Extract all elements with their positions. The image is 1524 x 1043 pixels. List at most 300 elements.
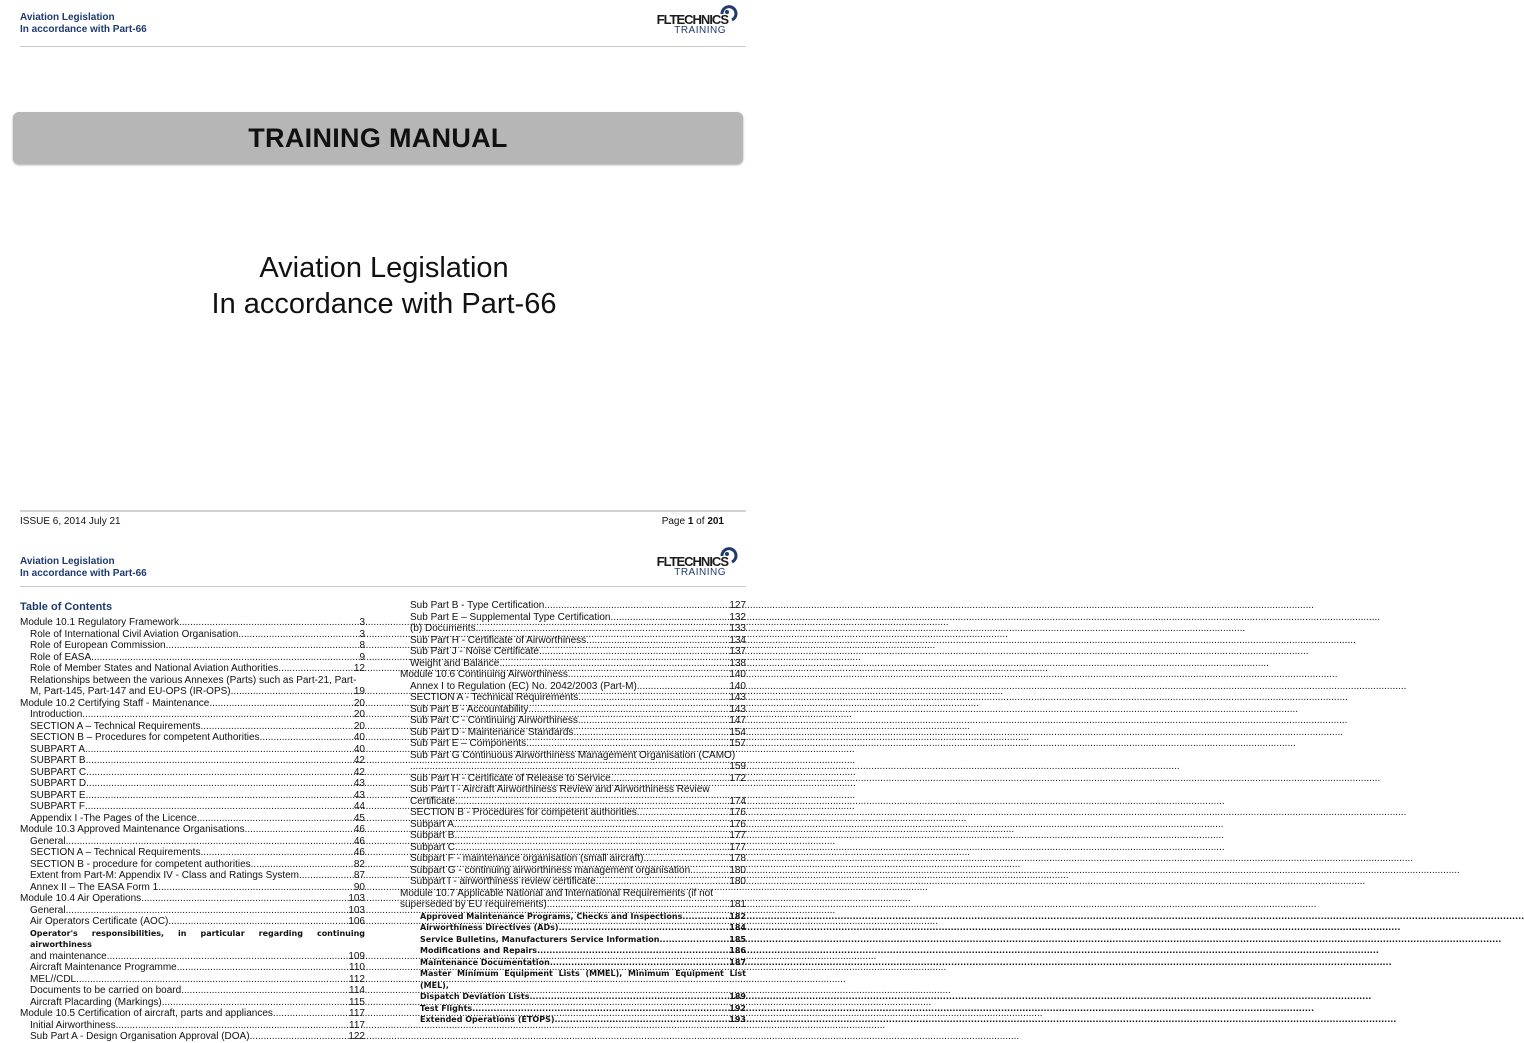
- toc-entry-page: 137: [729, 646, 746, 657]
- toc-leader-dots: [596, 876, 730, 888]
- header-divider: [20, 586, 746, 587]
- toc-entry-title: Sub Part A - Design Organisation Approval (DOA): [30, 1031, 250, 1042]
- toc-entry-title: Documents to be carried on board: [30, 985, 182, 996]
- toc-entry[interactable]: [20, 847, 365, 859]
- toc-entry[interactable]: [400, 784, 746, 796]
- toc-entry[interactable]: [400, 899, 746, 911]
- toc-entry[interactable]: [20, 629, 365, 641]
- toc-entry-title: MEL//CDL: [30, 973, 77, 985]
- toc-leader-dots: [86, 790, 354, 802]
- toc-entry-page: 109: [348, 950, 365, 962]
- toc-entry[interactable]: [20, 732, 365, 744]
- toc-entry[interactable]: [400, 1014, 746, 1026]
- toc-entry[interactable]: [20, 767, 365, 779]
- toc-entry[interactable]: [20, 652, 365, 664]
- toc-leader-dots: [166, 640, 360, 652]
- toc-leader-dots: [455, 842, 729, 854]
- toc-leader-dots: [659, 934, 729, 946]
- toc-leader-dots: [299, 870, 354, 882]
- toc-leader-dots: [158, 882, 354, 894]
- toc-entry-title: SUBPART B: [30, 755, 86, 766]
- toc-leader-dots: [238, 629, 359, 641]
- toc-entry-page: 3: [359, 628, 365, 640]
- toc-entry[interactable]: [20, 640, 365, 652]
- toc-leader-dots: [250, 1031, 349, 1043]
- toc-entry-title: SECTION B - Procedures for competent authorities: [410, 807, 637, 818]
- toc-entry[interactable]: [400, 945, 746, 957]
- toc-entry-page: 140: [729, 680, 746, 692]
- toc-entry-page: 12: [353, 663, 365, 674]
- toc-entry-title: SECTION B – Procedures for competent Authorities: [30, 732, 260, 743]
- toc-entry-title: Subpart G - continuing airworthiness management organisation: [410, 864, 691, 876]
- toc-entry[interactable]: [400, 623, 746, 635]
- toc-entry[interactable]: [400, 692, 746, 704]
- toc-leader-dots: [200, 847, 353, 859]
- toc-entry-title: Sub Part D - Maintenance Standards: [410, 726, 574, 738]
- toc-entry-title: Subpart B: [410, 830, 455, 841]
- toc-leader-dots: [85, 801, 354, 813]
- toc-entry-page: 159: [729, 761, 746, 772]
- toc-entry-title: SECTION A - Technical Requirements: [410, 692, 579, 703]
- toc-leader-dots: [611, 773, 730, 785]
- toc-entry-page: 45: [353, 812, 365, 824]
- toc-entry[interactable]: [400, 934, 746, 946]
- toc-entry-page: 187: [729, 957, 746, 967]
- toc-entry-page: 20: [353, 720, 365, 732]
- header-title: Aviation Legislation: [20, 12, 115, 23]
- toc-entry[interactable]: [400, 865, 746, 877]
- toc-entry-page: 103: [348, 904, 365, 916]
- toc-entry-page: 133: [729, 623, 746, 634]
- toc-leader-dots: [555, 1014, 730, 1026]
- toc-leader-dots: [410, 761, 729, 773]
- running-header: [20, 12, 147, 36]
- toc-entry-page: 112: [349, 973, 365, 985]
- fltechnics-logo: [648, 546, 738, 582]
- toc-entry-page: 143: [729, 703, 746, 715]
- toc-leader-dots: [162, 997, 349, 1009]
- toc-leader-dots: [455, 796, 729, 808]
- toc-entry-page: 177: [729, 841, 746, 853]
- toc-leader-dots: [251, 859, 354, 871]
- toc-leader-dots: [233, 686, 353, 698]
- toc-entry[interactable]: [20, 985, 365, 997]
- toc-entry[interactable]: [20, 905, 365, 917]
- toc-entry-title: SECTION A – Technical Requirements: [30, 720, 201, 732]
- toc-entry-page: 82: [353, 858, 365, 870]
- toc-entry-title: Sub Part B - Type Certification: [410, 600, 545, 611]
- toc-entry-page: 103: [348, 893, 365, 904]
- toc-entry[interactable]: [400, 761, 746, 773]
- toc-leader-dots: [260, 732, 354, 744]
- training-manual-banner: [13, 112, 743, 164]
- toc-leader-dots: [529, 991, 729, 1003]
- toc-entry-title: Role of Member States and National Aviation Authorities: [30, 663, 279, 674]
- toc-entry-title: Sub Part H - Certificate of Airworthiness: [410, 634, 587, 646]
- toc-entry-page: 3: [359, 617, 365, 628]
- toc-entry-title: Sub Part E – Supplemental Type Certification: [410, 611, 611, 623]
- toc-entry[interactable]: [400, 888, 746, 900]
- toc-leader-dots: [200, 721, 353, 733]
- toc-entry-page: 8: [359, 640, 365, 651]
- toc-leader-dots: [86, 778, 354, 790]
- toc-leader-dots: [181, 985, 349, 997]
- toc-entry[interactable]: [20, 813, 365, 825]
- toc-entry-title: Subpart A: [410, 818, 454, 830]
- toc-entry-page: 87: [353, 870, 365, 881]
- toc-leader-dots: [690, 865, 729, 877]
- page-number: [662, 516, 724, 527]
- toc-entry-title: Airworthiness Directives (ADs): [420, 923, 559, 932]
- toc-entry-page: 177: [729, 830, 746, 841]
- toc-entry[interactable]: [20, 836, 365, 848]
- toc-entry-page: 42: [353, 755, 365, 766]
- toc-leader-dots: [573, 727, 729, 739]
- page-total: 201: [707, 516, 724, 527]
- toc-leader-dots: [209, 698, 354, 710]
- toc-entry[interactable]: [400, 830, 746, 842]
- toc-entry-page: 189: [729, 992, 746, 1001]
- toc-entry[interactable]: [20, 928, 365, 951]
- toc-entry-title: Subpart C: [410, 841, 456, 853]
- toc-leader-dots: [141, 893, 348, 905]
- toc-entry-title: Modifications and Repairs: [420, 946, 538, 955]
- toc-entry[interactable]: [20, 1031, 365, 1043]
- logo-sub: TRAINING: [674, 25, 726, 36]
- toc-leader-dots: [476, 623, 730, 635]
- toc-entry-page: 90: [353, 881, 365, 893]
- toc-entry[interactable]: [400, 715, 746, 727]
- toc-entry[interactable]: [20, 1020, 365, 1032]
- toc-entry-title: Dispatch Deviation Lists: [420, 992, 530, 1001]
- toc-entry-page: 186: [729, 946, 746, 955]
- toc-entry-title: Module 10.1 Regulatory Framework: [20, 617, 179, 628]
- toc-leader-dots: [85, 744, 354, 756]
- toc-leader-dots: [66, 905, 349, 917]
- toc-entry-page: 176: [729, 818, 746, 830]
- toc-entry[interactable]: [20, 698, 365, 710]
- toc-entry[interactable]: [400, 704, 746, 716]
- toc-entry[interactable]: [400, 646, 746, 658]
- toc-leader-dots: [537, 945, 729, 957]
- toc-entry-page: 132: [729, 611, 746, 623]
- toc-entry-page: 46: [353, 824, 365, 835]
- toc-entry[interactable]: [400, 738, 746, 750]
- toc-entry-page: 147: [729, 715, 746, 726]
- fltechnics-logo: [648, 4, 738, 40]
- toc-entry-page: 172: [729, 772, 746, 784]
- toc-entry[interactable]: [20, 997, 365, 1009]
- toc-entry-title: Subpart I - airworthiness review certificate: [410, 876, 596, 887]
- toc-entry[interactable]: [400, 911, 746, 923]
- toc-entry[interactable]: [20, 686, 365, 698]
- page-current: 1: [687, 516, 694, 527]
- logo-sub: TRAINING: [674, 567, 726, 578]
- toc-leader-dots: [278, 663, 354, 675]
- toc-entry-title: Test Flights: [420, 1003, 473, 1013]
- toc-entry-page: 192: [729, 1003, 746, 1013]
- toc-leader-dots: [643, 853, 729, 865]
- toc-entry-title: Sub Part E – Components: [410, 738, 527, 749]
- toc-entry-title: General: [30, 904, 66, 916]
- toc-leader-dots: [454, 819, 729, 831]
- toc-entry-title: Appendix I -The Pages of the Licence: [30, 812, 197, 824]
- toc-entry-title: superseded by EU requirements): [400, 899, 547, 910]
- toc-entry-title: Annex I to Regulation (EC) No. 2042/2003 (Part-M): [410, 680, 637, 692]
- toc-entry[interactable]: [20, 755, 365, 767]
- toc-entry-page: 140: [729, 669, 746, 680]
- toc-entry[interactable]: [400, 1003, 746, 1015]
- document-title: [0, 250, 768, 322]
- toc-entry[interactable]: [400, 600, 746, 612]
- toc-entry-title: Sub Part B - Accountability: [410, 703, 529, 715]
- toc-entry[interactable]: [20, 951, 365, 963]
- toc-entry-page: 180: [729, 876, 746, 887]
- toc-entry-page: 42: [353, 766, 365, 778]
- toc-entry-title: Sub Part I - Aircraft Airworthiness Review and Airworthiness Review: [410, 784, 710, 795]
- toc-entry-title: Module 10.2 Certifying Staff - Maintenance: [20, 697, 210, 709]
- toc-entry-title: SECTION A – Technical Requirements: [30, 847, 201, 858]
- toc-entry-title: Sub Part C - Continuing Airworthiness: [410, 715, 578, 726]
- toc-entry[interactable]: [400, 968, 746, 991]
- running-header: [20, 556, 147, 580]
- toc-entry-page: 19: [353, 686, 365, 697]
- toc-entry[interactable]: [400, 796, 746, 808]
- toc-entry-title: Operator's responsibilities, in particular regarding continuing airworthiness: [30, 928, 365, 949]
- toc-entry-page: 20: [353, 709, 365, 720]
- toc-leader-dots: [107, 951, 349, 963]
- toc-entry-page: 110: [349, 962, 365, 973]
- toc-entry[interactable]: [400, 681, 746, 693]
- toc-entry-page: 184: [729, 923, 746, 932]
- toc-leader-dots: [454, 830, 729, 842]
- toc-leader-dots: [637, 807, 730, 819]
- toc-entry[interactable]: [400, 876, 746, 888]
- toc-entry-page: 115: [349, 996, 365, 1008]
- toc-entry-page: 44: [353, 801, 365, 812]
- toc-leader-dots: [197, 813, 354, 825]
- toc-entry[interactable]: [20, 617, 365, 629]
- toc-leader-dots: [610, 612, 729, 624]
- toc-leader-dots: [568, 669, 729, 681]
- toc-leader-dots: [547, 899, 730, 911]
- toc-entry[interactable]: [20, 790, 365, 802]
- header-title: Aviation Legislation: [20, 556, 115, 567]
- toc-entry[interactable]: [20, 882, 365, 894]
- toc-entry[interactable]: [400, 658, 746, 670]
- toc-leader-dots: [637, 681, 730, 693]
- toc-entry-page: 40: [353, 743, 365, 755]
- toc-entry-page: 134: [729, 634, 746, 646]
- toc-entry-title: Role of European Commission: [30, 640, 166, 651]
- toc-leader-dots: [559, 922, 730, 934]
- toc-entry-title: Role of EASA: [30, 651, 92, 663]
- toc-entry[interactable]: [20, 709, 365, 721]
- toc-entry-page: 185: [729, 934, 746, 944]
- toc-title: Table of Contents: [20, 601, 113, 613]
- toc-entry[interactable]: [20, 744, 365, 756]
- toc-entry[interactable]: [20, 801, 365, 813]
- toc-entry-title: Annex II – The EASA Form 1: [30, 881, 159, 893]
- toc-leader-dots: [586, 635, 729, 647]
- toc-entry[interactable]: [20, 974, 365, 986]
- toc-entry-title: SUBPART D: [30, 778, 87, 789]
- toc-entry-title: SUBPART A: [30, 743, 86, 755]
- toc-leader-dots: [499, 658, 729, 670]
- issue-date: ISSUE 6, 2014 July 21: [20, 516, 121, 527]
- toc-entry-page: 178: [729, 853, 746, 864]
- toc-entry-page: 114: [349, 985, 365, 996]
- page-of: of: [693, 516, 708, 527]
- header-subtitle: In accordance with Part-66: [20, 24, 147, 35]
- toc-entry-title: General: [30, 835, 66, 847]
- title-line-1: Aviation Legislation: [259, 252, 509, 284]
- header-divider: [20, 46, 746, 47]
- toc-leader-dots: [76, 974, 349, 986]
- toc-entry-title: Weight and Balance: [410, 657, 500, 669]
- toc-entry[interactable]: [400, 635, 746, 647]
- cover-page: [0, 0, 768, 540]
- toc-entry[interactable]: [400, 750, 746, 762]
- toc-entry-page: 181: [729, 899, 746, 910]
- toc-leader-dots: [177, 962, 349, 974]
- toc-entry[interactable]: [20, 870, 365, 882]
- toc-entry-title: Maintenance Documentation: [420, 957, 550, 967]
- toc-entry-title: SUBPART C: [30, 766, 87, 778]
- toc-leader-dots: [528, 704, 729, 716]
- toc-entry-page: 9: [359, 651, 365, 663]
- toc-entry-title: Sub Part G Continuous Airworthiness Management Organisation (CAMO): [410, 749, 736, 761]
- toc-entry[interactable]: [400, 612, 746, 624]
- toc-entry-title: Sub Part H - Certificate of Release to Service: [410, 772, 611, 784]
- toc-entry-page: 46: [353, 847, 365, 858]
- toc-entry-title: Module 10.5 Certification of aircraft, parts and appliances: [20, 1008, 273, 1019]
- toc-entry-title: Air Operators Certificate (AOC): [30, 916, 169, 927]
- toc-entry[interactable]: [400, 957, 746, 969]
- toc-entry-title: Role of International Civil Aviation Organisation: [30, 628, 239, 640]
- toc-entry[interactable]: [400, 727, 746, 739]
- toc-entry-title: SECTION B - procedure for competent authorities: [30, 858, 251, 870]
- toc-entry-page: 122: [348, 1031, 365, 1042]
- toc-entry-title: Module 10.7 Applicable National and International Requirements (if not: [400, 887, 713, 899]
- toc-entry[interactable]: [400, 842, 746, 854]
- toc-leader-dots: [539, 646, 729, 658]
- toc-entry-title: and maintenance: [30, 950, 107, 962]
- toc-entry-title: Sub Part J - Noise Certificate: [410, 646, 539, 657]
- logo-brand: FLTECHNICS: [656, 554, 728, 569]
- toc-entry-title: Subpart F - maintenance organisation (small aircraft): [410, 853, 644, 864]
- toc-entry[interactable]: [20, 778, 365, 790]
- toc-leader-dots: [544, 600, 729, 612]
- toc-entry-page: 20: [353, 697, 365, 709]
- toc-entry-title: Service Bulletins, Manufacturers Service Information: [420, 934, 660, 944]
- toc-entry-page: 138: [729, 657, 746, 669]
- toc-entry-page: 157: [729, 738, 746, 749]
- toc-page: [0, 540, 768, 1042]
- toc-entry[interactable]: [400, 991, 746, 1003]
- toc-entry-page: 43: [353, 789, 365, 801]
- toc-leader-dots: [472, 1003, 729, 1015]
- toc-entry-title: M, Part-145, Part-147 and EU-OPS (IR-OPS).: [30, 686, 234, 697]
- toc-entry[interactable]: [400, 773, 746, 785]
- toc-entry-title: Initial Airworthiness: [30, 1019, 116, 1031]
- toc-entry-title: Aircraft Placarding (Markings): [30, 996, 162, 1008]
- toc-entry-title: Extent from Part-M: Appendix IV - Class and Ratings System: [30, 870, 299, 881]
- toc-leader-dots: [550, 957, 729, 969]
- toc-entry-page: 127: [729, 600, 746, 611]
- toc-left-column: [20, 617, 365, 1043]
- toc-entry-title: Master Minimum Equipment Lists (MMEL), Minimum Equipment List (MEL),: [420, 969, 746, 990]
- toc-entry-title: (b) Documents: [410, 623, 476, 634]
- toc-entry-page: 106: [348, 916, 365, 927]
- toc-leader-dots: [578, 715, 729, 727]
- toc-entry[interactable]: [20, 916, 365, 928]
- toc-entry-page: 193: [729, 1015, 746, 1024]
- toc-leader-dots: [91, 652, 359, 664]
- toc-entry-page: 117: [349, 1008, 365, 1019]
- toc-entry[interactable]: [20, 824, 365, 836]
- toc-leader-dots: [86, 767, 354, 779]
- header-subtitle: In accordance with Part-66: [20, 568, 147, 579]
- toc-entry-title: SUBPART E: [30, 789, 86, 801]
- toc-entry-page: 182: [729, 911, 746, 921]
- toc-leader-dots: [66, 836, 354, 848]
- toc-entry[interactable]: [20, 675, 365, 687]
- toc-entry-title: Extended Operations (ETOPS): [420, 1015, 555, 1024]
- toc-leader-dots: [82, 709, 354, 721]
- banner-text: TRAINING MANUAL: [248, 122, 508, 153]
- toc-entry[interactable]: [20, 962, 365, 974]
- toc-leader-dots: [682, 911, 729, 923]
- toc-entry[interactable]: [400, 807, 746, 819]
- toc-entry[interactable]: [400, 853, 746, 865]
- toc-entry-title: Aircraft Maintenance Programme: [30, 962, 177, 973]
- toc-entry-title: Module 10.6 Continuing Airworthiness: [400, 669, 568, 680]
- toc-leader-dots: [168, 916, 348, 928]
- toc-entry-page: 176: [729, 807, 746, 818]
- toc-entry[interactable]: [400, 669, 746, 681]
- toc-leader-dots: [116, 1020, 349, 1032]
- toc-leader-dots: [245, 824, 354, 836]
- footer-divider: [20, 510, 746, 512]
- toc-right-column: [400, 600, 746, 1026]
- toc-leader-dots: [578, 692, 729, 704]
- toc-entry[interactable]: [20, 1008, 365, 1020]
- toc-entry-title: Approved Maintenance Programs, Checks and Inspections: [420, 911, 683, 921]
- title-line-2: In accordance with Part-66: [211, 288, 557, 320]
- toc-entry-page: 143: [729, 692, 746, 703]
- toc-leader-dots: [179, 617, 359, 629]
- toc-entry[interactable]: [20, 859, 365, 871]
- toc-entry-page: 40: [353, 732, 365, 743]
- toc-entry-title: Certificate: [410, 795, 456, 807]
- toc-entry-page: 180: [729, 864, 746, 876]
- toc-leader-dots: [526, 738, 729, 750]
- toc-entry[interactable]: [20, 663, 365, 675]
- toc-entry[interactable]: [400, 922, 746, 934]
- toc-entry-title: SUBPART F: [30, 801, 86, 812]
- toc-entry-page: 154: [729, 726, 746, 738]
- toc-entry-page: 43: [353, 778, 365, 789]
- toc-entry[interactable]: [400, 819, 746, 831]
- toc-entry-page: 174: [729, 795, 746, 807]
- toc-leader-dots: [86, 755, 354, 767]
- toc-entry-title: Introduction: [30, 709, 83, 720]
- toc-entry[interactable]: [20, 721, 365, 733]
- toc-entry[interactable]: [20, 893, 365, 905]
- toc-entry-title: Module 10.4 Air Operations: [20, 893, 142, 904]
- toc-entry-page: 46: [353, 835, 365, 847]
